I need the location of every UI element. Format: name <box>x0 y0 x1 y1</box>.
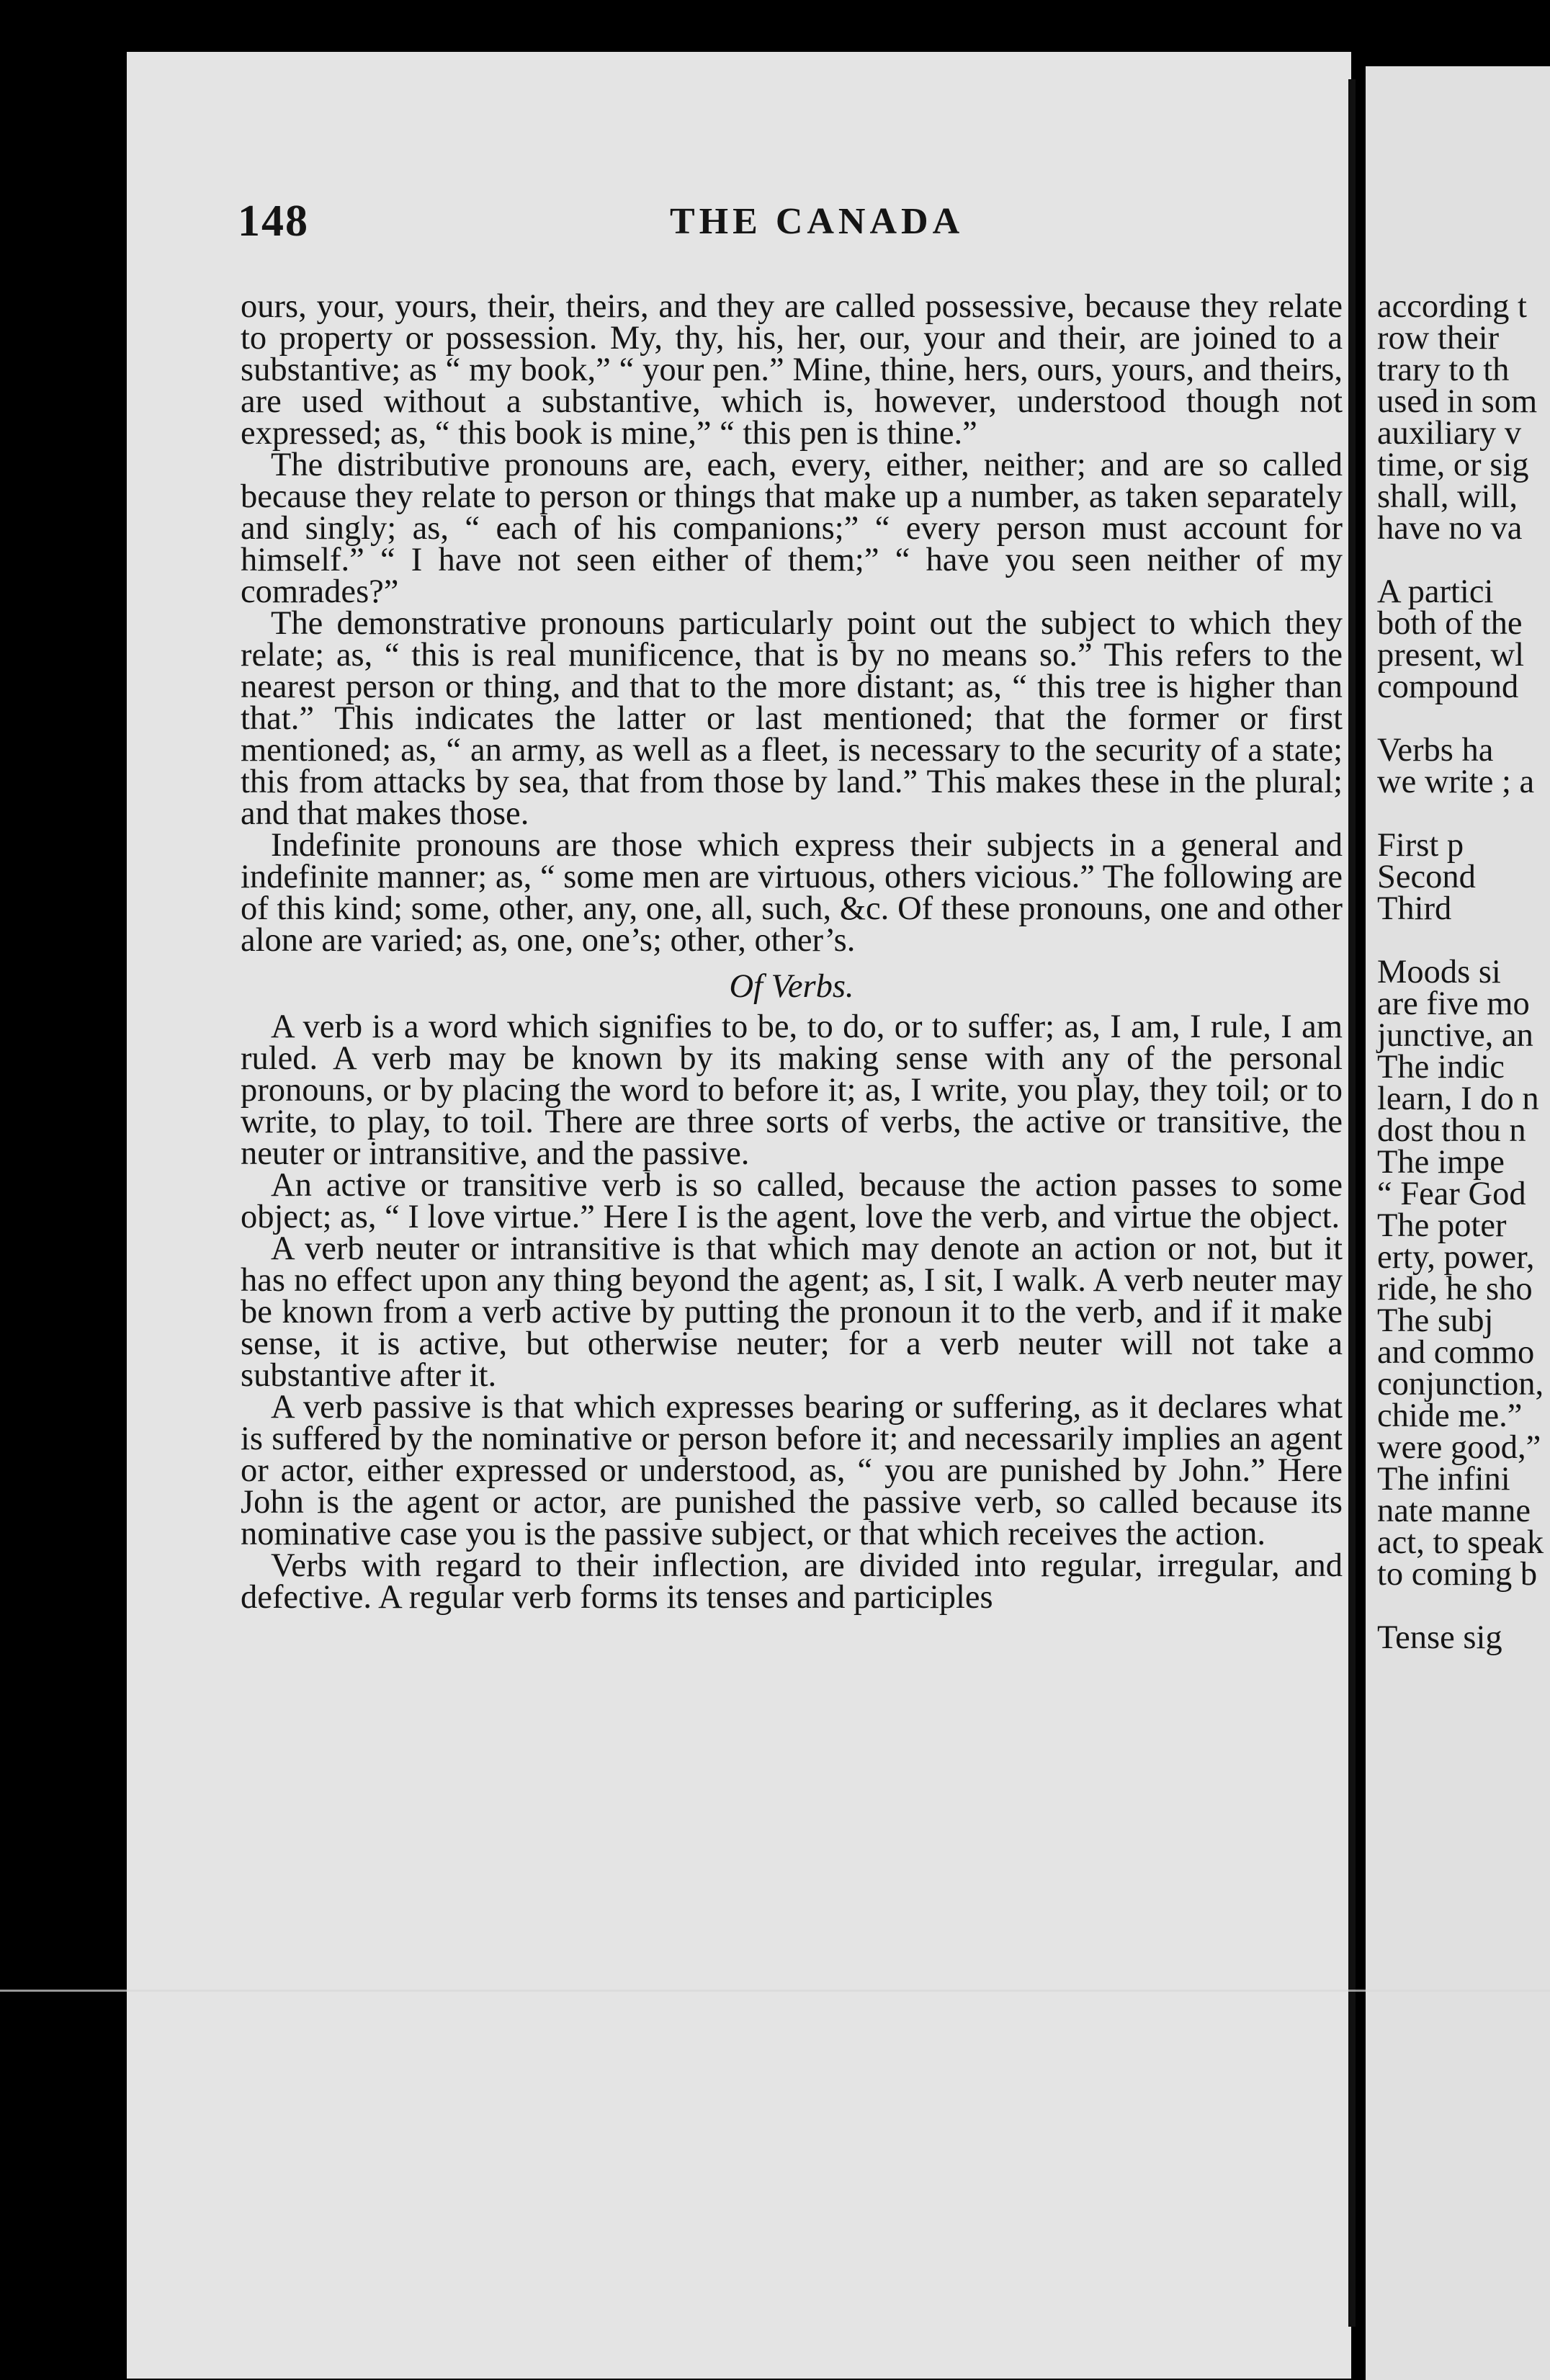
right-line: row their <box>1377 320 1500 357</box>
paragraph-possessive: ours, your, yours, their, theirs, and they are called possessive, because they relate to property or possession. My, thy, his, her, our, your and their, are joined to a substantive; as “ my book,” “ your pen.” Mine, thine, hers, ours, yours, and theirs, are used without a substantive, which is, however, understood though not expressed; as, “ this book is mine,” “ this pen is thine.” <box>241 288 1343 452</box>
right-line: and commo <box>1377 1334 1535 1371</box>
right-line: auxiliary v <box>1377 415 1522 452</box>
right-line: First p <box>1377 827 1464 864</box>
scan-artifact-line <box>0 1990 1550 1992</box>
right-line: used in som <box>1377 383 1538 420</box>
right-line <box>1377 798 1550 830</box>
right-line: according t <box>1377 288 1527 325</box>
running-head: THE CANADA <box>670 201 964 242</box>
right-line: The impe <box>1377 1144 1505 1181</box>
page-number: 148 <box>238 197 309 246</box>
right-line: Third <box>1377 890 1452 927</box>
right-line: were good,” <box>1377 1429 1541 1466</box>
paragraph-distributive: The distributive pronouns are, each, every, either, neither; and are so called because they relate to person or things that make up a number, as taken separately and singly; as, “ each of his companions;” “ every person must account for himself.” “ I have not seen either of them;” “ have you seen neither of my comrades?” <box>241 447 1343 610</box>
paragraph-neuter-verb: A verb neuter or intransitive is that which may denote an action or not, but it has no effect upon any thing beyond the agent; as, I sit, I walk. A verb neuter may be known from a verb active by putting the pronoun it to the verb, and if it make sense, it is active, but otherwise neuter; for a verb neuter will not take a substantive after it. <box>241 1230 1343 1394</box>
right-line: dost thou n <box>1377 1112 1526 1149</box>
right-line: chide me.” <box>1377 1397 1523 1434</box>
left-column-text <box>241 288 1343 1616</box>
page-header <box>238 196 1347 261</box>
right-line <box>1377 1591 1550 1622</box>
right-line: time, or sig <box>1377 447 1529 483</box>
right-line: trary to th <box>1377 352 1510 388</box>
right-line: have no va <box>1377 510 1523 547</box>
right-line: we write ; a <box>1377 764 1535 800</box>
right-line: act, to speak <box>1377 1524 1544 1561</box>
right-column-fragment <box>1377 288 1550 1656</box>
right-line: The indic <box>1377 1049 1505 1086</box>
paragraph-inflection: Verbs with regard to their inflection, are divided into regular, irregular, and defective. A regular verb forms its tenses and participles <box>241 1547 1343 1616</box>
right-line: A partici <box>1377 573 1494 610</box>
right-line <box>1377 703 1550 735</box>
paragraph-verb-definition: A verb is a word which signifies to be, to do, or to suffer; as, I am, I rule, I am ruled. A verb may be known by its making sense with any of the personal pronouns, or by placing the word to before it; as, I write, you play, they toil; or to write, to play, to toil. There are three sorts of verbs, the active or transitive, the neuter or intransitive, and the passive. <box>241 1008 1343 1172</box>
paragraph-passive-verb: A verb passive is that which expresses bearing or suffering, as it declares what is suffered by the nominative or person before it; and necessarily implies an agent or actor, either expressed or understood, as, “ you are punished by John.” Here John is the agent or actor, are punished the passive verb, so called because its nominative case you is the passive subject, or that which receives the action. <box>241 1389 1343 1552</box>
paragraph-active-verb: An active or transitive verb is so called, because the action passes to some object; as, “ I love virtue.” Here I is the agent, love the verb, and virtue the object. <box>241 1167 1343 1235</box>
right-line: nate manne <box>1377 1493 1531 1529</box>
section-title-verbs: Of Verbs. <box>729 968 854 1005</box>
right-line: conjunction, <box>1377 1366 1544 1402</box>
right-line: Moods si <box>1377 954 1501 990</box>
right-line: shall, will, <box>1377 478 1518 515</box>
right-line: to coming b <box>1377 1556 1538 1593</box>
right-line: compound <box>1377 668 1519 705</box>
paragraph-demonstrative: The demonstrative pronouns particularly point out the subject to which they relate; as, “ this is real munificence, that is by no means so.” This refers to the nearest person or thing, and that to the more distant; as, “ this tree is higher than that.” This indicates the latter or last mentioned; that the former or first mentioned; as, “ an army, as well as a fleet, is necessary to the security of a state; this from attacks by sea, that from those by land.” This makes these in the plural; and that makes those. <box>241 605 1343 832</box>
right-line: learn, I do n <box>1377 1081 1539 1117</box>
right-line: The infini <box>1377 1461 1510 1498</box>
right-line: junctive, an <box>1377 1017 1533 1054</box>
right-line: present, wl <box>1377 637 1525 674</box>
right-line: ride, he sho <box>1377 1271 1533 1307</box>
right-line <box>1377 925 1550 957</box>
right-line <box>1377 545 1550 576</box>
right-line: The poter <box>1377 1207 1507 1244</box>
right-line: Second <box>1377 859 1476 895</box>
right-line: The subj <box>1377 1302 1494 1339</box>
right-line: Verbs ha <box>1377 732 1494 769</box>
paragraph-indefinite: Indefinite pronouns are those which express their subjects in a general and indefinite manner; as, “ some men are virtuous, others vicious.” The following are of this kind; some, other, any, one, all, such, &c. Of these pronouns, one and other alone are varied; as, one, one’s; other, other’s. <box>241 827 1343 959</box>
right-line: “ Fear God <box>1377 1176 1526 1212</box>
right-line: erty, power, <box>1377 1239 1535 1276</box>
right-line: Tense sig <box>1377 1619 1502 1656</box>
right-line: are five mo <box>1377 985 1530 1022</box>
right-line: both of the <box>1377 605 1523 642</box>
